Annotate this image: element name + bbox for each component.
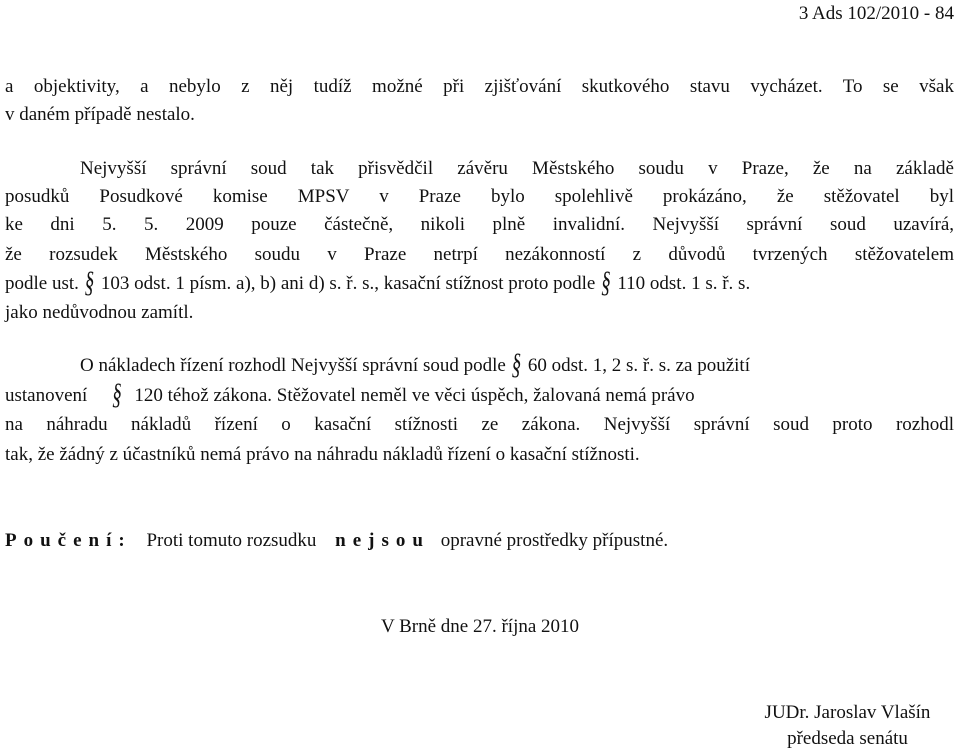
text-segment: ustanovení [5,385,88,406]
signature-name: JUDr. Jaroslav Vlašín [764,702,931,723]
section-sign-icon: § [601,266,611,300]
paragraph-3-line-2 [5,378,954,412]
paragraph-2-line-6: jako nedůvodnou zamítl. [5,302,194,323]
text-segment: 103 odst. 1 písm. a), b) ani d) s. ř. s., kasační stížnost proto podle [100,273,596,294]
instruction-text: opravné prostředky přípustné. [440,530,669,551]
paragraph-1-line-1: a objektivity, a nebylo z něj tudíž možné při zjišťování skutkového stavu vycházet. To se však [5,76,954,97]
paragraph-3-line-4: tak, že žádný z účastníků nemá právo na náhradu nákladů řízení o kasační stížnosti. [5,444,640,465]
text-segment: podle ust. [5,273,79,294]
paragraph-2-line-2: posudků Posudkové komise MPSV v Praze bylo spolehlivě prokázáno, že stěžovatel byl [5,186,954,207]
instruction-emphasis: nejsou [335,530,430,551]
paragraph-2-line-1 [80,157,954,181]
paragraph-2-line-4: že rozsudek Městského soudu v Praze netrpí nezákonností z důvodů tvrzených stěžovatelem [5,244,954,265]
paragraph-3-line-3: na náhradu nákladů řízení o kasační stížnosti ze zákona. Nejvyšší správní soud proto rozhodl [5,414,954,435]
paragraph-2-line-5 [5,266,954,300]
text-segment: 110 odst. 1 s. ř. s. [617,273,751,294]
text-segment: 60 odst. 1, 2 s. ř. s. za použití [527,355,750,376]
section-sign-icon: § [112,378,122,412]
signature-role: předseda senátu [787,728,908,749]
text-segment: 120 téhož zákona. Stěžovatel neměl ve věci úspěch, žalovaná nemá právo [134,385,695,406]
paragraph-1-line-2: v daném případě nestalo. [5,104,195,125]
paragraph-2-text-1: Nejvyšší správní soud tak přisvědčil závěru Městského soudu v Praze, že na základě [80,158,954,179]
paragraph-3-line-1 [80,348,954,382]
instruction-line [5,529,954,553]
section-sign-icon: § [511,348,522,382]
place-date: V Brně dne 27. října 2010 [380,616,580,637]
instruction-text: Proti tomuto rozsudku [146,530,317,551]
text-segment: O nákladech řízení rozhodl Nejvyšší správní soud podle [80,355,506,376]
section-sign-icon: § [84,266,95,300]
case-reference: 3 Ads 102/2010 - 84 [798,3,954,24]
paragraph-2-line-3: ke dni 5. 5. 2009 pouze částečně, nikoli plně invalidní. Nejvyšší správní soud uzavírá, [5,214,954,235]
instruction-label: Poučení: [5,530,132,551]
